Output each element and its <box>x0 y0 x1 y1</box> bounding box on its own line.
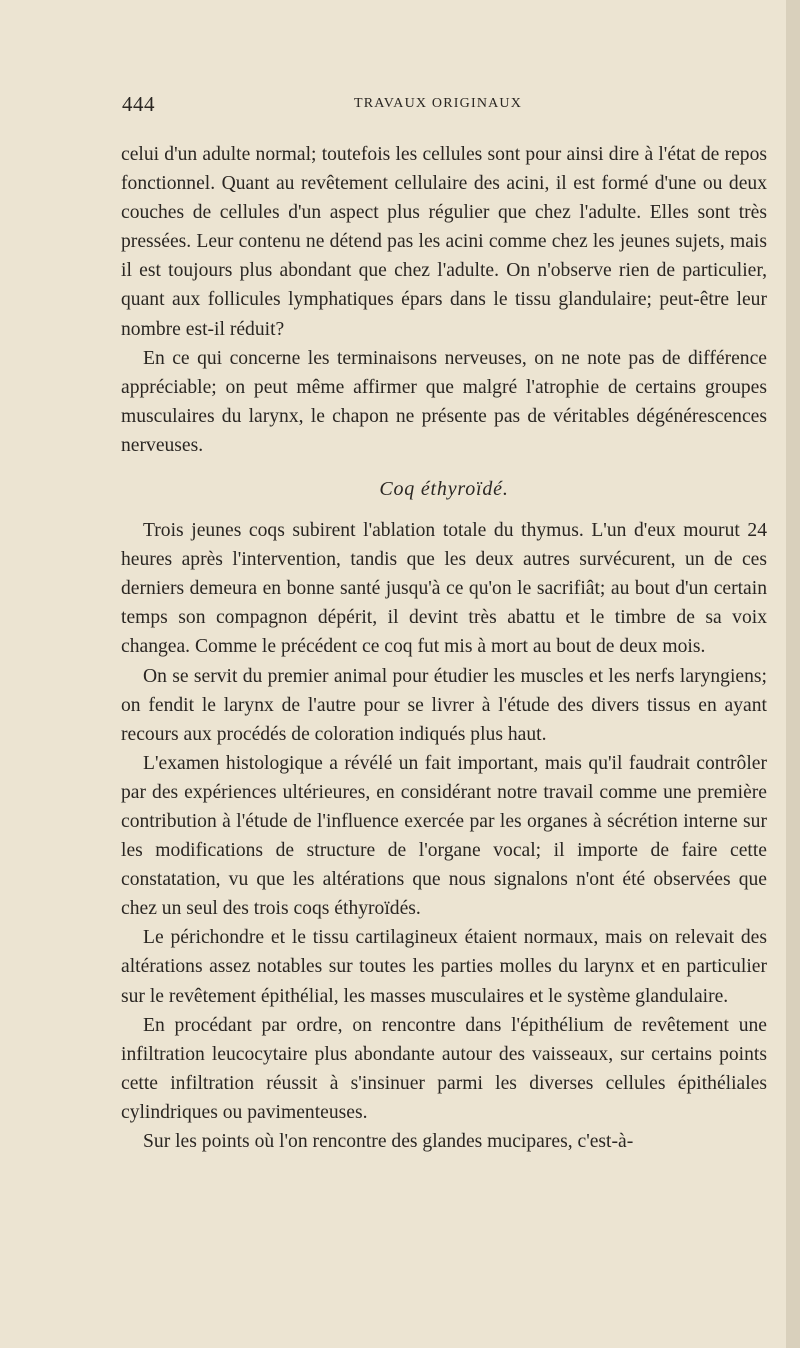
body-text <box>121 140 767 1156</box>
paragraph-study-method: On se servit du premier animal pour étudier les muscles et les nerfs laryngiens; on fendit le larynx de l'autre pour se livrer à l'étude des divers tissus en ayant recours aux procédés de coloration indiqués plus haut. <box>121 665 767 745</box>
paragraph-glands: Sur les points où l'on rencontre des glandes mucipares, c'est-à- <box>143 1131 634 1152</box>
page-number: 444 <box>122 92 155 116</box>
paragraph-continuation: celui d'un adulte normal; toutefois les cellules sont pour ainsi dire à l'état de repos fonctionnel. Quant au revêtement cellulaire des acini, il est formé d'une ou deux couches de cellules d'un aspect plus régulier que chez l'adulte. Elles sont très pressées. Leur contenu ne détend pas les acini comme chez les jeunes sujets, mais il est toujours plus abondant que chez l'adulte. On n'observe rien de particulier, quant aux follicules lymphatiques épars dans le tissu glandulaire; peut-être leur nombre est-il réduit? <box>121 144 767 340</box>
paragraph-nerve-terminations: En ce qui concerne les terminaisons nerveuses, on ne note pas de différence appréciable; on peut même affirmer que malgré l'atrophie de certains groupes musculaires du larynx, le chapon ne présente pas de véritables dégénérescences nerveuses. <box>121 347 767 456</box>
page-edge <box>786 0 800 1348</box>
paragraph-thymus-ablation: Trois jeunes coqs subirent l'ablation totale du thymus. L'un d'eux mourut 24 heures après l'intervention, tandis que les deux autres survécurent, un de ces derniers demeura en bonne santé jusqu'à ce qu'on le sacrifiât; au bout d'un certain temps son compagnon dépérit, il devint très abattu et le timbre de sa voix changea. Comme le précédent ce coq fut mis à mort au bout de deux mois. <box>121 520 767 658</box>
running-title: TRAVAUX ORIGINAUX <box>354 96 523 111</box>
paragraph-perichondrium: Le périchondre et le tissu cartilagineux étaient normaux, mais on relevait des altérations assez notables sur toutes les parties molles du larynx et en particulier sur le revêtement épithélial, les masses musculaires et le système glandulaire. <box>121 927 767 1007</box>
paragraph-histology: L'examen histologique a révélé un fait important, mais qu'il faudrait contrôler par des expériences ultérieures, en considérant notre travail comme une première contribution à l'étude de l'influence exercée par les organes à sécrétion interne sur les modifications de structure de l'organe vocal; il importe de faire cette constatation, vu que les altérations que nous signalons n'ont été observées que chez un seul des trois coqs éthyroïdés. <box>121 752 767 920</box>
paragraph-epithelium: En procédant par ordre, on rencontre dans l'épithélium de revêtement une infiltration leucocytaire plus abondante autour des vaisseaux, sur certains points cette infiltration réussit à s'insinuer parmi les diverses cellules épithéliales cylindriques ou pavimenteuses. <box>121 1014 767 1123</box>
page-header <box>122 92 770 122</box>
section-heading: Coq éthyroïdé. <box>379 478 509 501</box>
